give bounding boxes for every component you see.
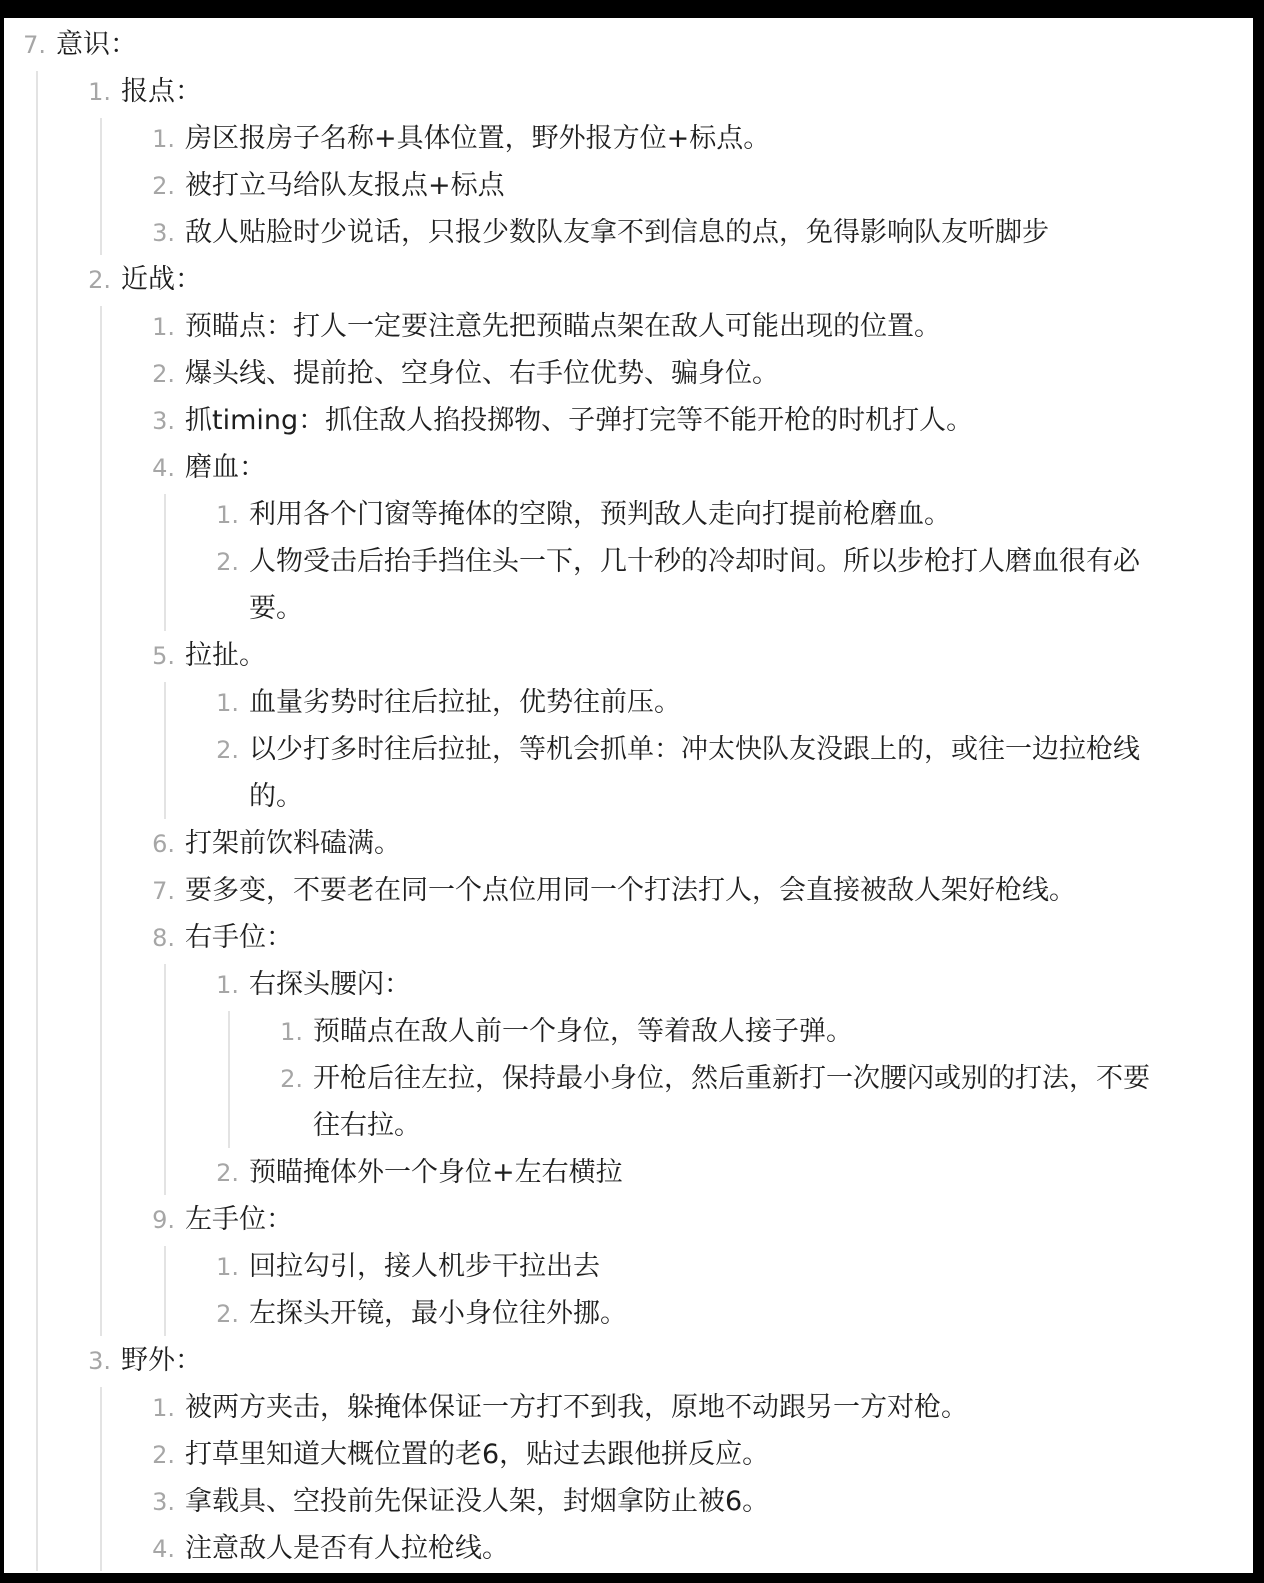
list-number: 2. xyxy=(216,548,239,576)
list-item xyxy=(4,915,1253,961)
indent-guide xyxy=(164,682,166,819)
list-item-text: 右探头腰闪： xyxy=(249,969,411,1000)
list-number: 2. xyxy=(152,360,175,388)
list-item-text: 预瞄点：打人一定要注意先把预瞄点架在敌人可能出现的位置。 xyxy=(185,311,941,342)
list-item xyxy=(4,727,1253,773)
list-item xyxy=(4,539,1253,585)
list-item-text: 打架前饮料磕满。 xyxy=(185,828,401,859)
list-number: 3. xyxy=(152,219,175,247)
list-item xyxy=(4,1338,1253,1384)
list-item-text: 拿载具、空投前先保证没人架，封烟拿防止被6。 xyxy=(185,1486,770,1517)
list-number: 7. xyxy=(152,877,175,905)
list-item xyxy=(4,257,1253,303)
list-item-text: 要多变，不要老在同一个点位用同一个打法打人，会直接被敌人架好枪线。 xyxy=(185,875,1076,906)
indent-guide xyxy=(228,1011,230,1148)
list-number: 1. xyxy=(152,125,175,153)
list-item-text: 预瞄掩体外一个身位+左右横拉 xyxy=(249,1157,623,1188)
list-item-text: 开枪后往左拉，保持最小身位，然后重新打一次腰闪或别的打法，不要 xyxy=(313,1063,1150,1094)
list-item-text: 爆头线、提前抢、空身位、右手位优势、骗身位。 xyxy=(185,358,779,389)
list-item-text: 意识： xyxy=(56,29,137,60)
list-item-text: 左手位： xyxy=(185,1204,293,1235)
list-item-text: 近战： xyxy=(121,264,202,295)
list-item-text: 注意敌人是否有人拉枪线。 xyxy=(185,1533,509,1564)
list-item xyxy=(4,962,1253,1008)
list-item xyxy=(4,1009,1253,1055)
list-item xyxy=(4,1526,1253,1572)
list-item xyxy=(4,1056,1253,1102)
list-item xyxy=(4,22,1253,68)
list-item-text: 左探头开镜，最小身位往外挪。 xyxy=(249,1298,627,1329)
list-item-continuation xyxy=(4,774,1253,820)
list-item xyxy=(4,1432,1253,1478)
list-item-text: 血量劣势时往后拉扯，优势往前压。 xyxy=(249,687,681,718)
list-number: 6. xyxy=(152,830,175,858)
list-item-text: 利用各个门窗等掩体的空隙，预判敌人走向打提前枪磨血。 xyxy=(249,499,951,530)
list-number: 2. xyxy=(216,736,239,764)
list-item-text: 预瞄点在敌人前一个身位，等着敌人接子弹。 xyxy=(313,1016,853,1047)
list-item-text: 人物受击后抬手挡住头一下，几十秒的冷却时间。所以步枪打人磨血很有必 xyxy=(249,546,1140,577)
list-item-text: 往右拉。 xyxy=(313,1110,421,1141)
list-item xyxy=(4,163,1253,209)
list-number: 1. xyxy=(152,313,175,341)
list-item xyxy=(4,680,1253,726)
list-number: 1. xyxy=(216,689,239,717)
list-item-text: 右手位： xyxy=(185,922,293,953)
list-number: 3. xyxy=(88,1347,111,1375)
list-number: 1. xyxy=(88,78,111,106)
list-item xyxy=(4,1479,1253,1525)
list-item-text: 回拉勾引，接人机步干拉出去 xyxy=(249,1251,600,1282)
list-number: 2. xyxy=(280,1065,303,1093)
list-number: 4. xyxy=(152,1535,175,1563)
indent-guide xyxy=(36,71,38,1571)
list-item xyxy=(4,445,1253,491)
list-item xyxy=(4,398,1253,444)
list-item-text: 拉扯。 xyxy=(185,640,266,671)
list-number: 3. xyxy=(152,1488,175,1516)
list-item xyxy=(4,492,1253,538)
indent-guide xyxy=(100,306,102,1336)
list-number: 1. xyxy=(280,1018,303,1046)
list-number: 2. xyxy=(216,1159,239,1187)
list-item xyxy=(4,1197,1253,1243)
list-item-text: 抓timing：抓住敌人掐投掷物、子弹打完等不能开枪的时机打人。 xyxy=(185,405,974,436)
indent-guide xyxy=(100,118,102,255)
list-number: 7. xyxy=(23,31,46,59)
list-item-text: 房区报房子名称+具体位置，野外报方位+标点。 xyxy=(185,123,771,154)
list-number: 2. xyxy=(88,266,111,294)
list-item xyxy=(4,1385,1253,1431)
list-number: 1. xyxy=(216,1253,239,1281)
indent-guide xyxy=(164,494,166,631)
indent-guide xyxy=(100,1387,102,1571)
list-item-text: 的。 xyxy=(249,781,303,812)
list-item xyxy=(4,821,1253,867)
list-number: 4. xyxy=(152,454,175,482)
list-item-continuation xyxy=(4,1103,1253,1149)
list-number: 3. xyxy=(152,407,175,435)
list-number: 1. xyxy=(216,971,239,999)
list-number: 5. xyxy=(152,642,175,670)
list-item-text: 野外： xyxy=(121,1345,202,1376)
list-number: 8. xyxy=(152,924,175,952)
list-item xyxy=(4,1244,1253,1290)
list-number: 2. xyxy=(152,172,175,200)
list-item-text: 打草里知道大概位置的老6，贴过去跟他拼反应。 xyxy=(185,1439,770,1470)
list-item xyxy=(4,1150,1253,1196)
list-number: 9. xyxy=(152,1206,175,1234)
list-item-text: 磨血： xyxy=(185,452,266,483)
list-item xyxy=(4,304,1253,350)
list-number: 1. xyxy=(152,1394,175,1422)
list-number: 2. xyxy=(216,1300,239,1328)
list-item xyxy=(4,116,1253,162)
list-number: 2. xyxy=(152,1441,175,1469)
list-item-text: 报点： xyxy=(121,76,202,107)
indent-guide xyxy=(164,1246,166,1336)
list-item xyxy=(4,69,1253,115)
indent-guide xyxy=(164,964,166,1195)
list-item-text: 要。 xyxy=(249,593,303,624)
list-item-text: 敌人贴脸时少说话，只报少数队友拿不到信息的点，免得影响队友听脚步 xyxy=(185,217,1049,248)
list-item-text: 被两方夹击，躲掩体保证一方打不到我，原地不动跟另一方对枪。 xyxy=(185,1392,968,1423)
list-item xyxy=(4,1291,1253,1337)
list-item-text: 以少打多时往后拉扯，等机会抓单：冲太快队友没跟上的，或往一边拉枪线 xyxy=(249,734,1140,765)
list-number: 1. xyxy=(216,501,239,529)
list-item xyxy=(4,868,1253,914)
list-item xyxy=(4,633,1253,679)
list-item-continuation xyxy=(4,586,1253,632)
list-item-text: 被打立马给队友报点+标点 xyxy=(185,170,505,201)
list-item xyxy=(4,351,1253,397)
list-item xyxy=(4,210,1253,256)
outline-document xyxy=(4,18,1253,1573)
